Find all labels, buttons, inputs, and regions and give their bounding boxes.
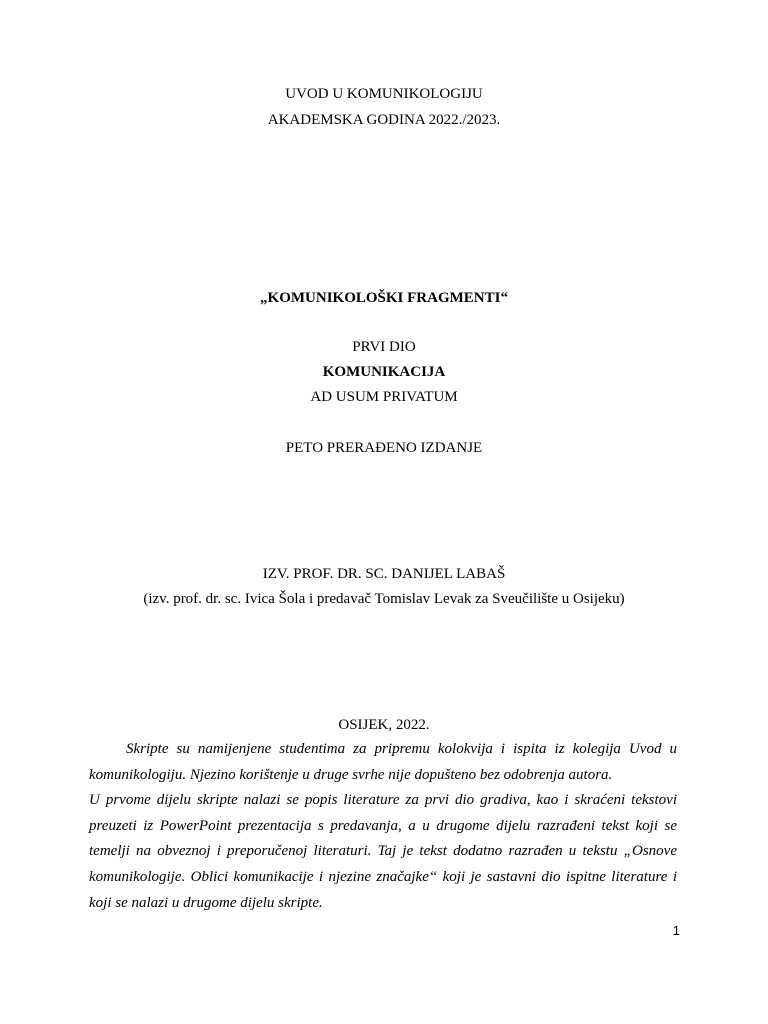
- notes-block: [89, 737, 677, 916]
- contributors-note: (izv. prof. dr. sc. Ivica Šola i predavač Tomislav Levak za Sveučilište u Osijeku): [143, 591, 625, 607]
- note-paragraph-structure: U prvome dijelu skripte nalazi se popis literature za prvi dio gradiva, kao i skraćeni tekstovi preuzeti iz PowerPoint prezentacija s predavanja, a u drugome dijelu razrađeni tekst koji se temelji na obveznoj i preporučenoj literaturi. Taj je tekst dodatno razrađen u tekstu „Osnove komunikologije. Oblici komunikacije i njezine značajke“ koji je sastavni dio ispitne literature i koji se nalazi u drugome dijelu skripte.: [89, 792, 677, 911]
- author-name: IZV. PROF. DR. SC. DANIJEL LABAŠ: [262, 566, 506, 582]
- edition-label: PETO PRERAĐENO IZDANJE: [285, 440, 483, 456]
- page-number: 1: [672, 923, 680, 938]
- part-label: PRVI DIO: [352, 339, 416, 355]
- part-title: KOMUNIKACIJA: [322, 364, 446, 380]
- document-title: „KOMUNIKOLOŠKI FRAGMENTI“: [260, 290, 508, 306]
- place-and-date: OSIJEK, 2022.: [338, 717, 430, 733]
- usage-note: AD USUM PRIVATUM: [310, 389, 458, 405]
- course-title: UVOD U KOMUNIKOLOGIJU: [285, 86, 483, 102]
- note-paragraph-purpose: Skripte su namijenjene studentima za pripremu kolokvija i ispita iz kolegija Uvod u komunikologiju. Njezino korištenje u druge svrhe nije dopušteno bez odobrenja autora.: [89, 741, 677, 783]
- academic-year: AKADEMSKA GODINA 2022./2023.: [267, 112, 501, 128]
